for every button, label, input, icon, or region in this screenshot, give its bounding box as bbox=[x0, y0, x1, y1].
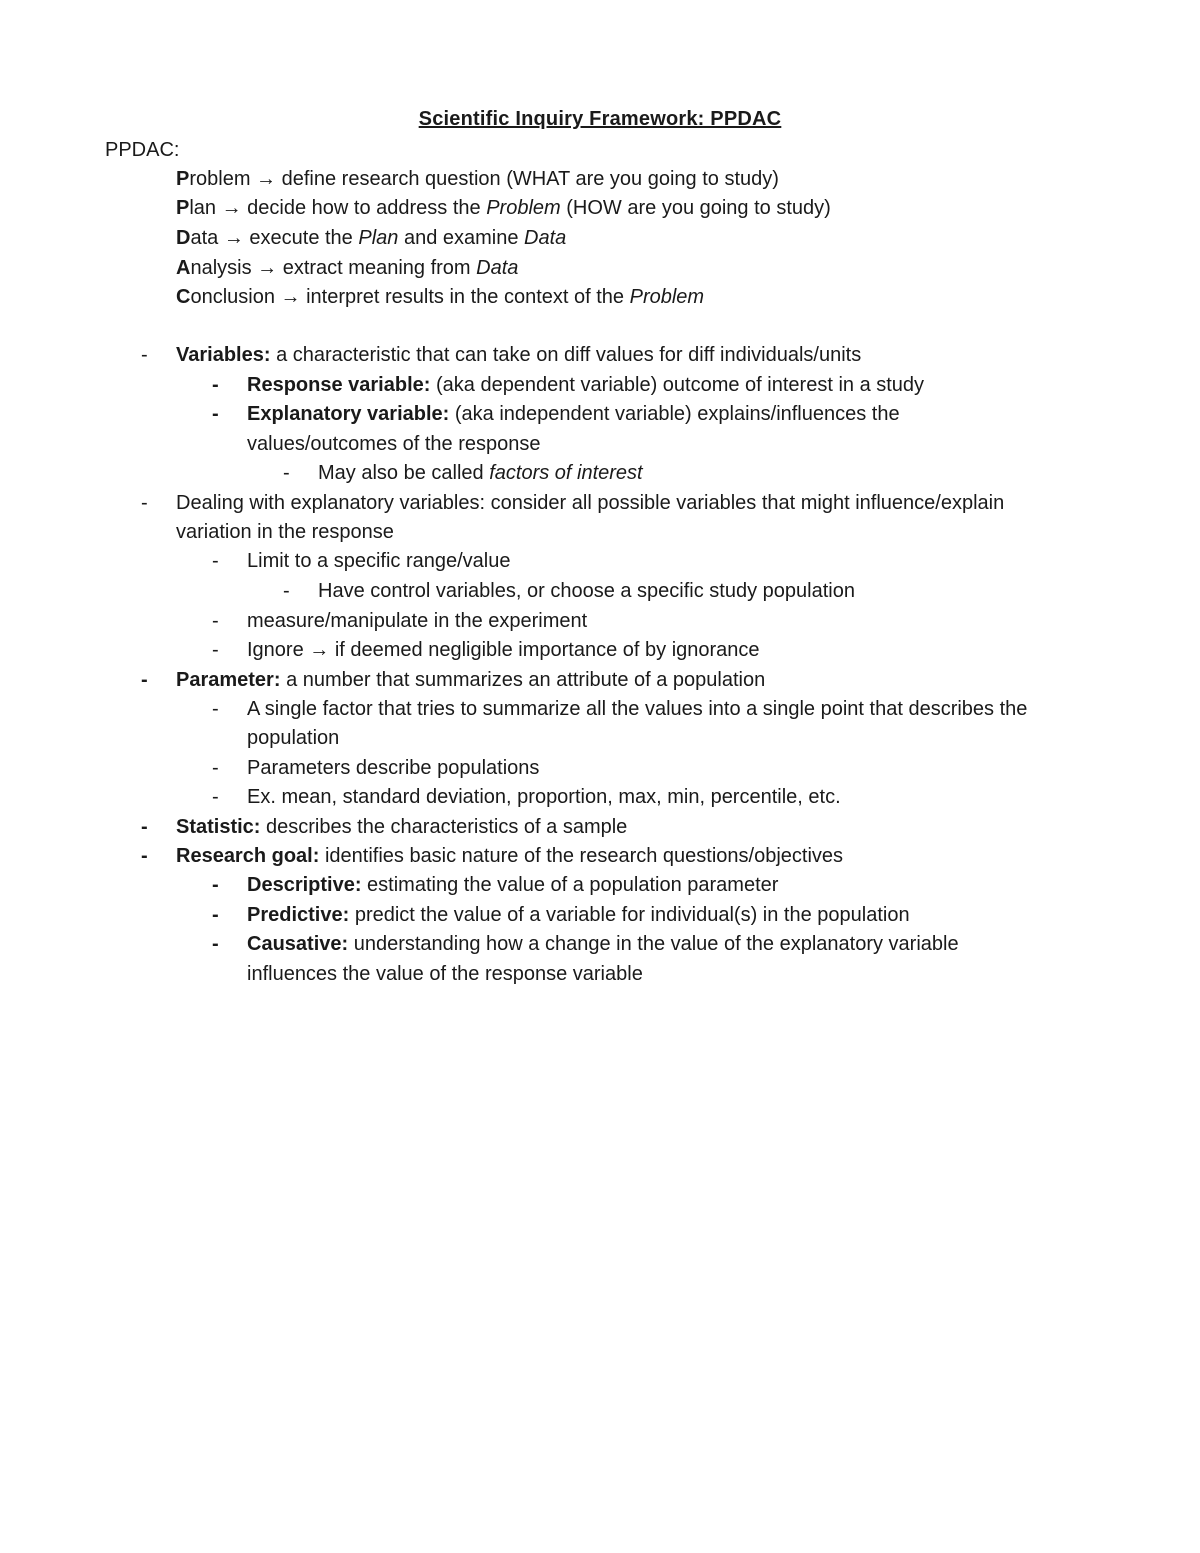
ppdac-emphasis: Data bbox=[524, 227, 567, 249]
descriptive-item bbox=[247, 873, 778, 897]
bullet-dash: - bbox=[212, 374, 219, 396]
definition: (aka independent variable) explains/influences the bbox=[449, 403, 900, 425]
ppdac-word: nalysis bbox=[190, 257, 252, 279]
bullet-dash: - bbox=[212, 403, 219, 425]
ignore-item: Ignore → if deemed negligible importance of by ignorance bbox=[247, 639, 760, 661]
term: Parameter: bbox=[176, 669, 281, 691]
limit-item: Limit to a specific range/value bbox=[247, 550, 511, 572]
ppdac-letter: C bbox=[176, 286, 191, 308]
control-item: Have control variables, or choose a specific study population bbox=[318, 580, 855, 602]
definition: estimating the value of a population parameter bbox=[361, 874, 779, 896]
emphasis: factors of interest bbox=[489, 462, 643, 484]
term: Response variable: bbox=[247, 374, 431, 396]
term: Variables: bbox=[176, 344, 271, 366]
variables-item bbox=[176, 343, 861, 367]
bullet-dash: - bbox=[212, 757, 219, 779]
term: Causative: bbox=[247, 933, 349, 955]
ppdac-definition: interpret results in the context of the bbox=[306, 286, 630, 308]
ppdac-letter: D bbox=[176, 227, 191, 249]
bullet-dash: - bbox=[212, 698, 219, 720]
ppdac-word: ata bbox=[190, 227, 219, 249]
ppdac-letter: P bbox=[176, 168, 190, 190]
examples-item: Ex. mean, standard deviation, proportion, max, min, percentile, etc. bbox=[247, 786, 841, 808]
bullet-dash: - bbox=[212, 639, 219, 661]
definition: describes the characteristics of a sample bbox=[260, 816, 628, 838]
ppdac-definition: extract meaning from bbox=[282, 257, 477, 279]
ppdac-emphasis: Data bbox=[476, 257, 519, 279]
single-factor-continuation: population bbox=[247, 727, 340, 749]
ppdac-data-line bbox=[176, 226, 566, 250]
definition: identifies basic nature of the research questions/objectives bbox=[319, 845, 844, 867]
page-title: Scientific Inquiry Framework: PPDAC bbox=[418, 108, 782, 130]
ppdac-problem-line bbox=[176, 167, 779, 191]
ppdac-analysis-line bbox=[176, 256, 518, 280]
statistic-item bbox=[176, 815, 627, 839]
ppdac-definition: define research question (WHAT are you going to study) bbox=[281, 168, 779, 190]
definition: (aka dependent variable) outcome of interest in a study bbox=[430, 374, 925, 396]
arrow: → bbox=[216, 197, 248, 219]
term: Predictive: bbox=[247, 904, 350, 926]
bullet-dash: - bbox=[141, 669, 148, 691]
term: Descriptive: bbox=[247, 874, 362, 896]
ppdac-emphasis: Problem bbox=[629, 286, 705, 308]
factors-of-interest-item bbox=[318, 461, 643, 485]
term: Statistic: bbox=[176, 816, 261, 838]
bullet-dash: - bbox=[212, 610, 219, 632]
single-factor-item: A single factor that tries to summarize all the values into a single point that describes the bbox=[247, 698, 1028, 720]
ppdac-emphasis: Problem bbox=[486, 197, 561, 219]
bullet-dash: - bbox=[212, 550, 219, 572]
arrow: → bbox=[250, 168, 282, 190]
dealing-item-continuation: variation in the response bbox=[176, 521, 394, 543]
ppdac-emphasis: Plan bbox=[358, 227, 399, 249]
bullet-dash: - bbox=[141, 816, 148, 838]
measure-item: measure/manipulate in the experiment bbox=[247, 610, 588, 632]
research-goal-item bbox=[176, 844, 843, 868]
ppdac-word: lan bbox=[189, 197, 217, 219]
bullet-dash: - bbox=[212, 786, 219, 808]
ppdac-definition: decide how to address the bbox=[247, 197, 487, 219]
bullet-dash: - bbox=[283, 580, 290, 602]
definition: a number that summarizes an attribute of a population bbox=[280, 669, 766, 691]
ppdac-definition: (HOW are you going to study) bbox=[560, 197, 831, 219]
term: Explanatory variable: bbox=[247, 403, 450, 425]
ppdac-definition: execute the bbox=[249, 227, 359, 249]
response-variable-item bbox=[247, 373, 924, 397]
ppdac-conclusion-line bbox=[176, 285, 704, 309]
definition: understanding how a change in the value of the explanatory variable bbox=[348, 933, 959, 955]
causative-item bbox=[247, 932, 959, 956]
ppdac-intro-label: PPDAC: bbox=[105, 139, 180, 161]
bullet-dash: - bbox=[212, 904, 219, 926]
ppdac-plan-line bbox=[176, 196, 831, 220]
definition: a characteristic that can take on diff values for diff individuals/units bbox=[270, 344, 862, 366]
bullet-dash: - bbox=[141, 344, 148, 366]
ppdac-word: onclusion bbox=[190, 286, 275, 308]
explanatory-variable-item bbox=[247, 402, 900, 426]
bullet-dash: - bbox=[212, 874, 219, 896]
definition: predict the value of a variable for individual(s) in the population bbox=[349, 904, 910, 926]
ppdac-letter: A bbox=[176, 257, 191, 279]
ppdac-letter: P bbox=[176, 197, 190, 219]
arrow: → bbox=[251, 257, 283, 279]
causative-continuation: influences the value of the response variable bbox=[247, 963, 643, 985]
bullet-dash: - bbox=[141, 845, 148, 867]
arrow: → bbox=[274, 286, 307, 308]
bullet-dash: - bbox=[283, 462, 290, 484]
parameter-item bbox=[176, 668, 765, 692]
parameters-describe-item: Parameters describe populations bbox=[247, 757, 540, 779]
term: Research goal: bbox=[176, 845, 320, 867]
bullet-dash: - bbox=[212, 933, 219, 955]
ppdac-word: roblem bbox=[189, 168, 251, 190]
bullet-dash: - bbox=[141, 492, 148, 514]
text: May also be called bbox=[318, 462, 490, 484]
ppdac-definition: and examine bbox=[398, 227, 525, 249]
dealing-item: Dealing with explanatory variables: consider all possible variables that might influence/explain bbox=[176, 492, 1005, 514]
arrow: → bbox=[218, 227, 250, 249]
explanatory-variable-continuation: values/outcomes of the response bbox=[247, 433, 541, 455]
predictive-item bbox=[247, 903, 910, 927]
